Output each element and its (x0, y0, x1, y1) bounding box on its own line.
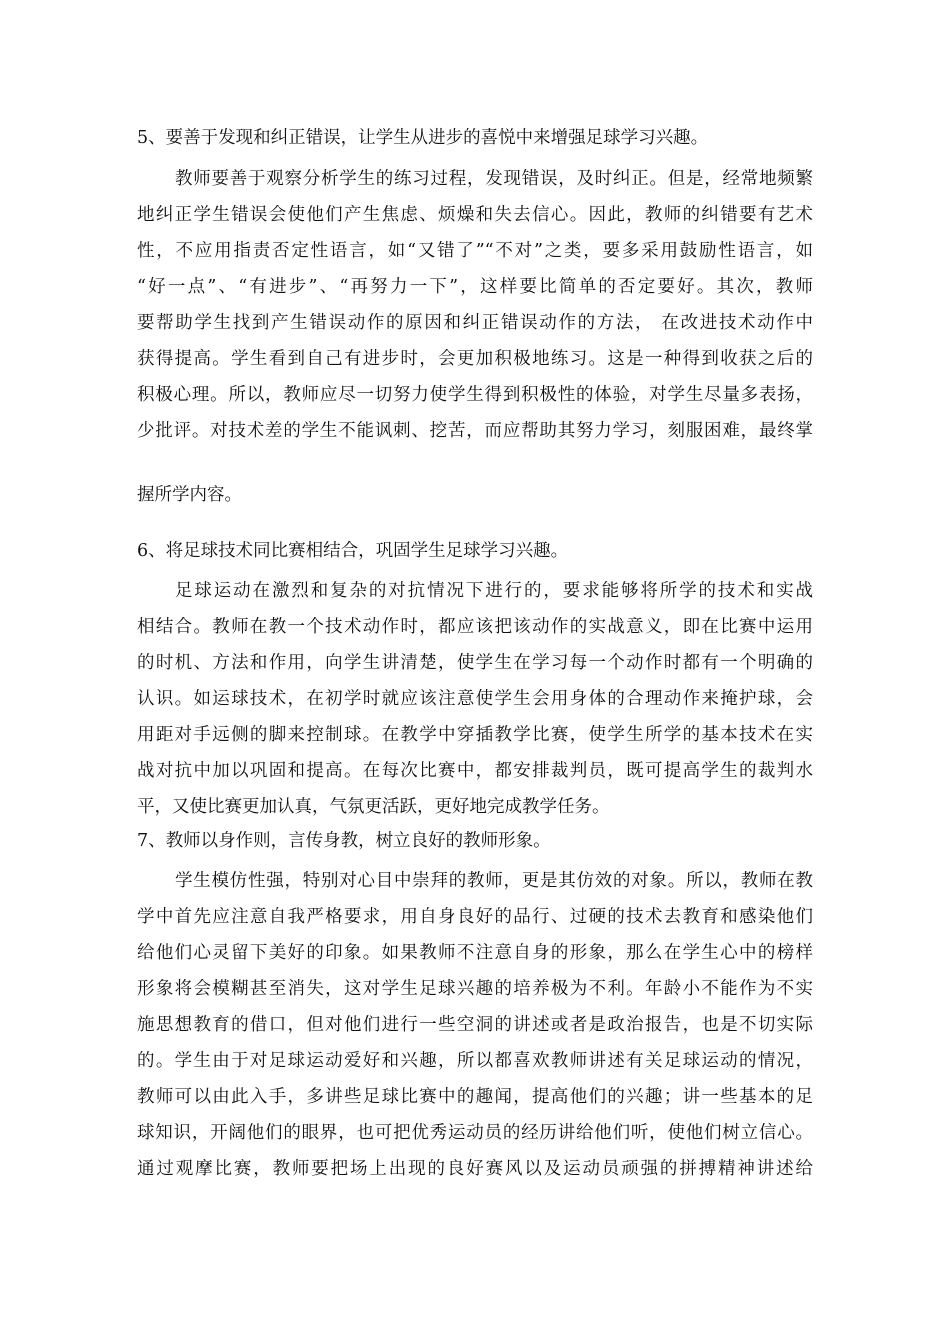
paragraph-line: 教师要善于观察分析学生的练习过程，发现错误，及时纠正。但是，经常地频繁 (175, 169, 813, 189)
paragraph-line: 认识。如运球技术，在初学时就应该注意使学生会用身体的合理动作来掩护球，会 (137, 689, 813, 709)
paragraph-line: 性，不应用指责否定性语言，如“又错了”“不对”之类，要多采用鼓励性语言，如 (137, 241, 813, 261)
paragraph-line: 学中首先应注意自我严格要求，用自身良好的品行、过硬的技术去教育和感染他们 (137, 907, 813, 927)
paragraph-line: 握所学内容。 (137, 485, 242, 505)
paragraph-line: “好一点”、“有进步”、“再努力一下”，这样要比简单的否定要好。其次，教师 (137, 277, 813, 297)
paragraph-line: 积极心理。所以，教师应尽一切努力使学生得到积极性的体验，对学生尽量多表扬， (137, 385, 813, 405)
paragraph-line: 学生模仿性强，特别对心目中崇拜的教师，更是其仿效的对象。所以，教师在教 (175, 871, 813, 891)
paragraph-line: 教师可以由此入手，多讲些足球比赛中的趣闻，提高他们的兴趣；讲一些基本的足 (137, 1087, 813, 1107)
paragraph-line: 平，又使比赛更加认真，气氛更活跃，更好地完成教学任务。 (137, 797, 610, 817)
section-heading-6: 6、将足球技术同比赛相结合，巩固学生足球学习兴趣。 (137, 541, 569, 561)
paragraph-line: 用距对手远侧的脚来控制球。在教学中穿插教学比赛，使学生所学的基本技术在实 (137, 725, 813, 745)
paragraph-line: 形象将会模糊甚至消失，这对学生足球兴趣的培养极为不利。年龄小不能作为不实 (137, 979, 813, 999)
paragraph-line: 地纠正学生错误会使他们产生焦虑、烦燥和失去信心。因此，教师的纠错要有艺术 (137, 205, 813, 225)
paragraph-line: 施思想教育的借口，但对他们进行一些空洞的讲述或者是政治报告，也是不切实际 (137, 1015, 813, 1035)
paragraph-line: 足球运动在激烈和复杂的对抗情况下进行的，要求能够将所学的技术和实战 (175, 581, 813, 601)
paragraph-line: 给他们心灵留下美好的印象。如果教师不注意自身的形象，那么在学生心中的榜样 (137, 943, 813, 963)
paragraph-line: 通过观摩比赛，教师要把场上出现的良好赛风以及运动员顽强的拼搏精神讲述给 (137, 1159, 813, 1179)
paragraph-line: 少批评。对技术差的学生不能讽刺、挖苦，而应帮助其努力学习，刻服困难，最终掌 (137, 421, 813, 441)
section-heading-7: 7、教师以身作则，言传身教，树立良好的教师形象。 (137, 831, 551, 851)
paragraph-line: 球知识，开阔他们的眼界，也可把优秀运动员的经历讲给他们听，使他们树立信心。 (137, 1123, 813, 1143)
paragraph-line: 要帮助学生找到产生错误动作的原因和纠正错误动作的方法， 在改进技术动作中 (137, 313, 813, 333)
paragraph-line: 的时机、方法和作用，向学生讲清楚，使学生在学习每一个动作时都有一个明确的 (137, 653, 813, 673)
paragraph-line: 战对抗中加以巩固和提高。在每次比赛中，都安排裁判员，既可提高学生的裁判水 (137, 761, 813, 781)
section-heading-5: 5、要善于发现和纠正错误，让学生从进步的喜悦中来增强足球学习兴趣。 (137, 128, 709, 148)
paragraph-line: 的。学生由于对足球运动爱好和兴趣，所以都喜欢教师讲述有关足球运动的情况， (137, 1051, 813, 1071)
paragraph-line: 获得提高。学生看到自己有进步时，会更加积极地练习。这是一种得到收获之后的 (137, 349, 813, 369)
paragraph-line: 相结合。教师在教一个技术动作时，都应该把该动作的实战意义，即在比赛中运用 (137, 617, 813, 637)
